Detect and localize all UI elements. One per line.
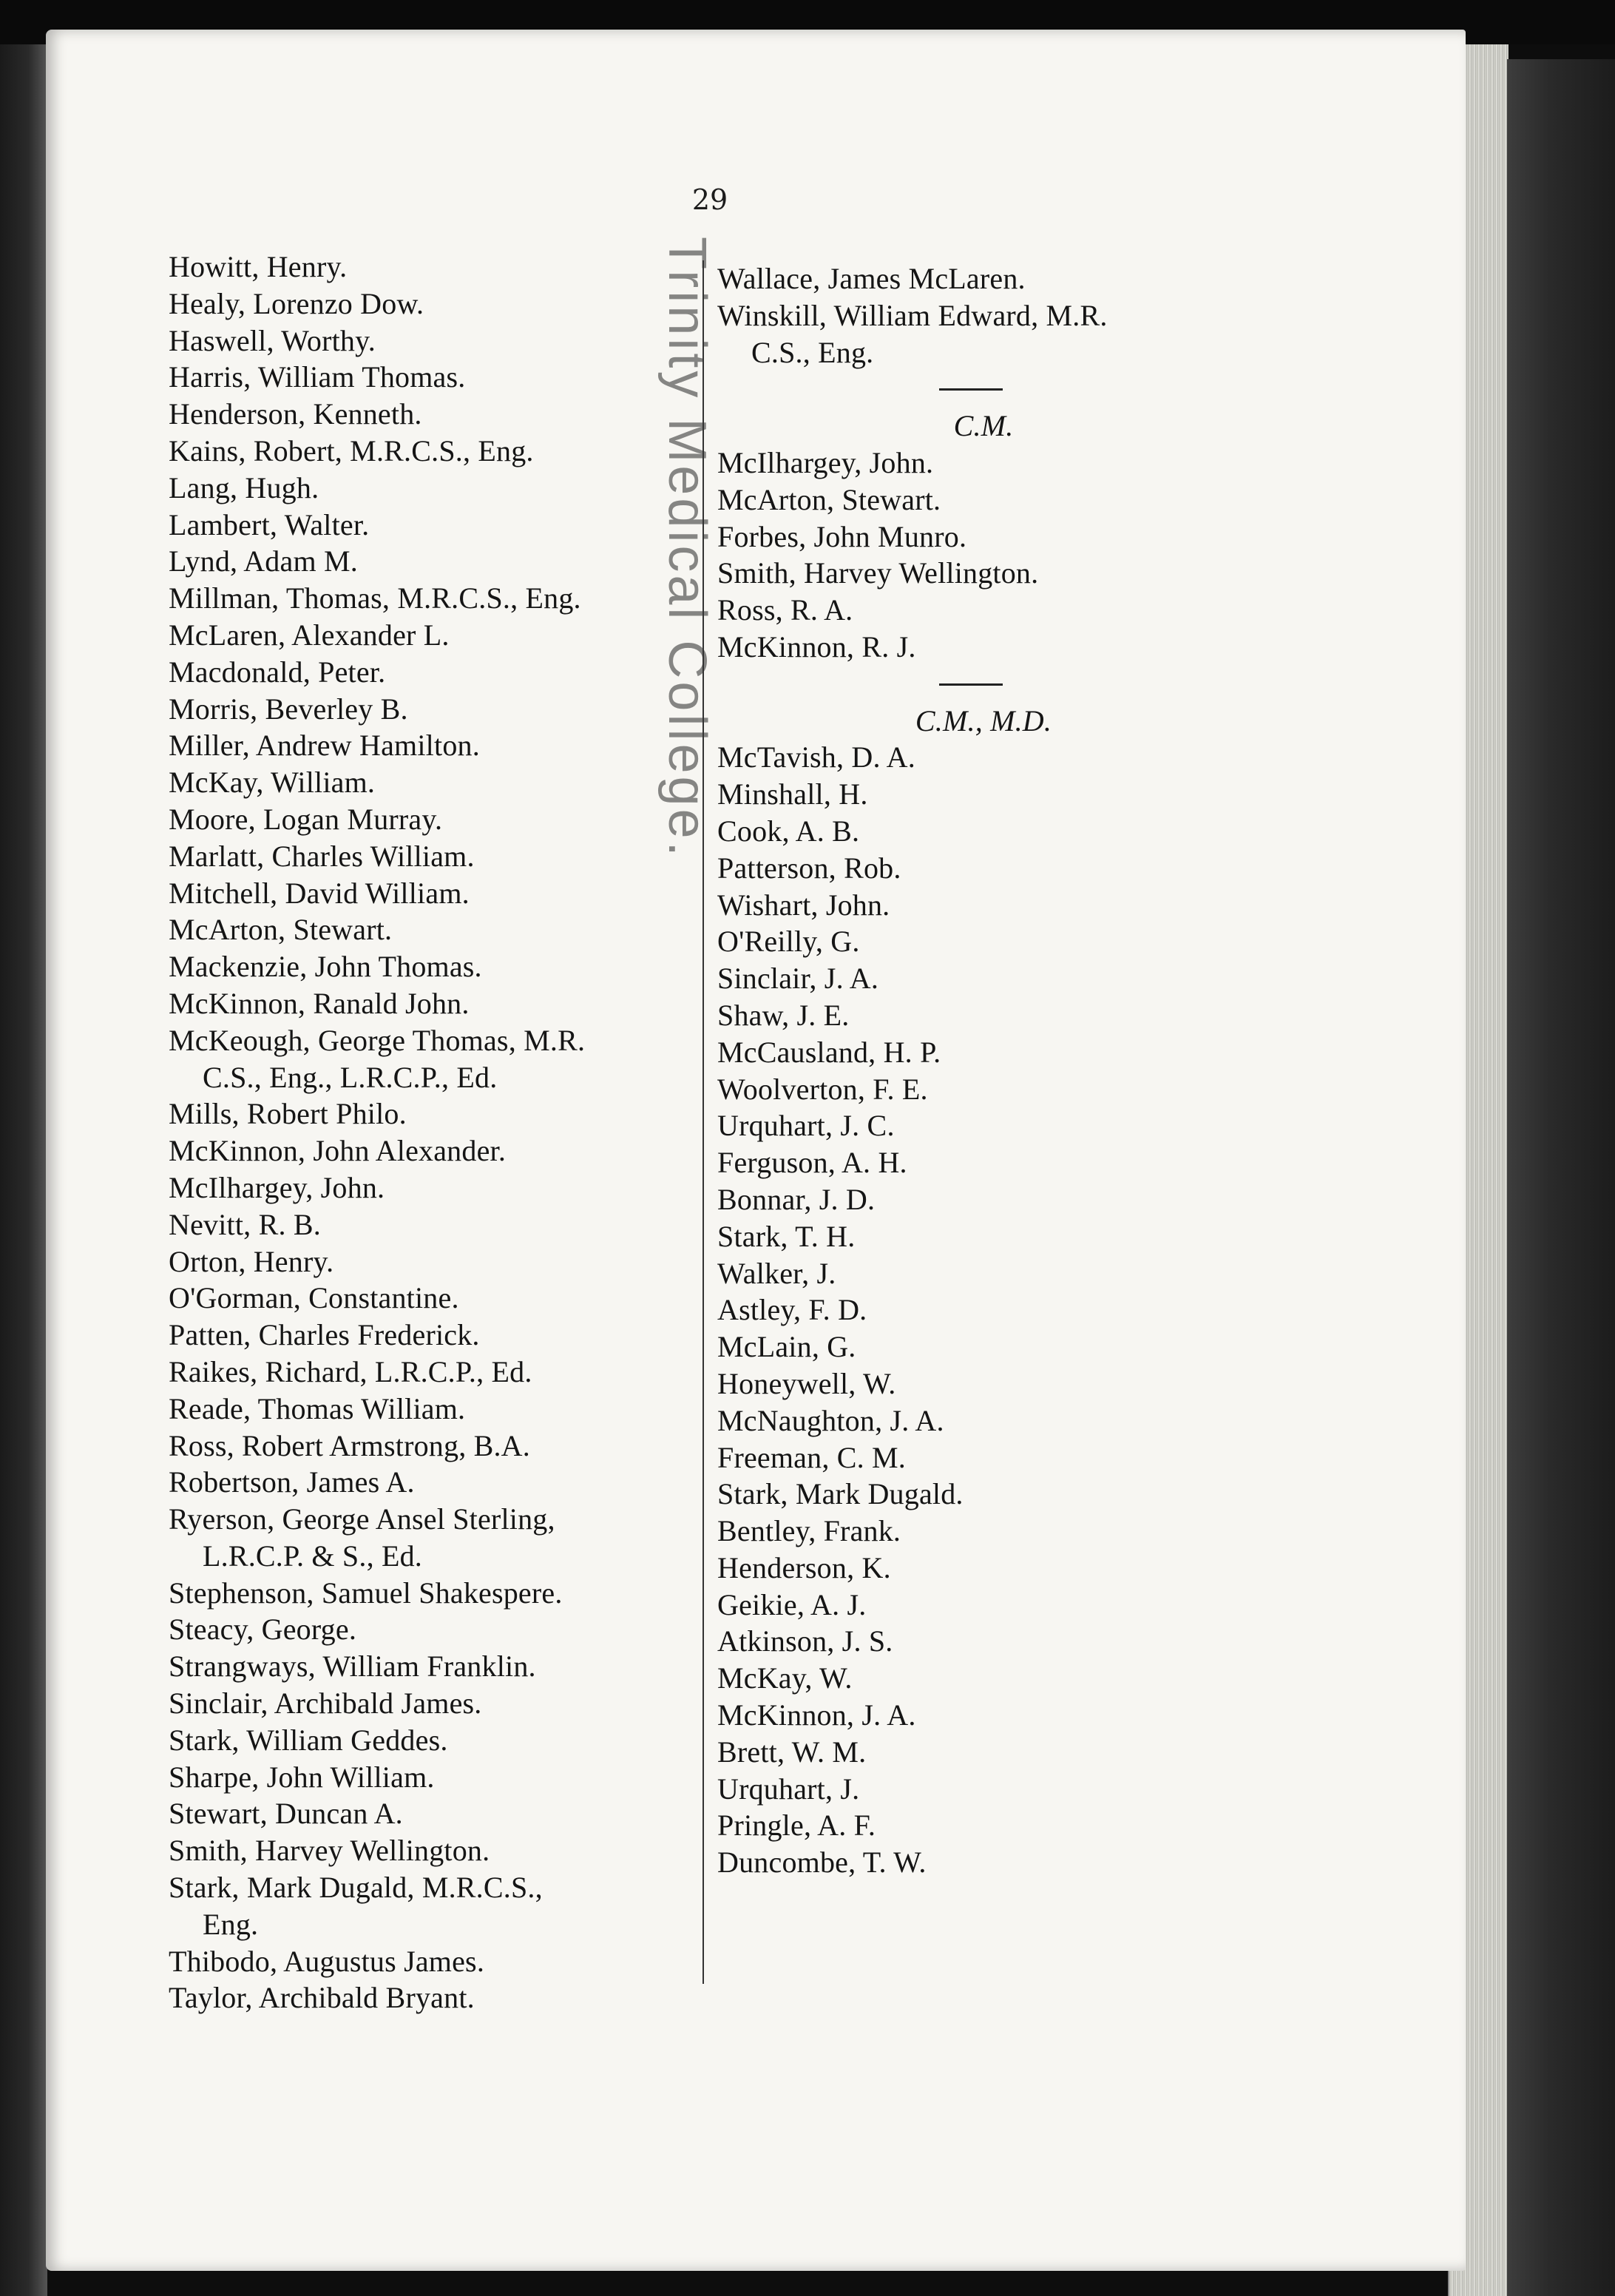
name-entry: Lambert, Walter. — [169, 507, 370, 541]
name-entry: Harris, William Thomas. — [169, 360, 466, 394]
name-entry: Moore, Logan Murray. — [169, 802, 443, 836]
stamp-text: Trinity Medical College. — [657, 237, 717, 860]
name-entry: Ross, R. A. — [717, 593, 853, 627]
name-entry: Henderson, K. — [717, 1550, 891, 1584]
name-entry: Healy, Lorenzo Dow. — [169, 286, 424, 320]
name-entry: Strangways, William Franklin. — [169, 1650, 536, 1684]
name-entry: Smith, Harvey Wellington. — [717, 556, 1039, 590]
name-entry: McKinnon, John Alexander. — [169, 1134, 507, 1168]
name-entry: Ferguson, A. H. — [717, 1146, 907, 1180]
name-entry: Freeman, C. M. — [717, 1440, 906, 1474]
name-entry: Minshall, H. — [717, 777, 868, 811]
name-entry: Macdonald, Peter. — [169, 655, 386, 689]
name-entry: O'Reilly, G. — [717, 925, 860, 959]
name-entry: Atkinson, J. S. — [717, 1624, 893, 1658]
name-entry: McLaren, Alexander L. — [169, 618, 450, 652]
name-entry: Ryerson, George Ansel Sterling, — [169, 1502, 555, 1536]
name-entry: McIlhargey, John. — [169, 1170, 385, 1204]
name-entry: Morris, Beverley B. — [169, 692, 408, 726]
name-entry: McKay, W. — [717, 1661, 853, 1695]
section-heading: C.M., M.D. — [915, 703, 1052, 737]
book-cover-edge — [1507, 59, 1615, 2296]
left-column — [169, 249, 686, 2016]
name-entry: Sharpe, John William. — [169, 1760, 435, 1794]
name-entry: Mitchell, David William. — [169, 876, 470, 910]
name-entry: Cook, A. B. — [717, 814, 860, 848]
name-entry: Lang, Hugh. — [169, 470, 319, 504]
name-entry: Mackenzie, John Thomas. — [169, 950, 482, 984]
name-entry: Bentley, Frank. — [717, 1514, 901, 1548]
name-entry: Raikes, Richard, L.R.C.P., Ed. — [169, 1354, 532, 1388]
name-entry: McKinnon, R. J. — [717, 629, 916, 664]
name-entry: Urquhart, J. — [717, 1772, 860, 1806]
name-entry: Haswell, Worthy. — [169, 323, 376, 357]
name-entry: Henderson, Kenneth. — [169, 397, 422, 431]
name-entry: Astley, F. D. — [717, 1293, 867, 1327]
entry-continuation: Eng. — [203, 1907, 259, 1941]
name-entry: Reade, Thomas William. — [169, 1391, 466, 1425]
book-gutter — [0, 0, 47, 2296]
name-entry: McIlhargey, John. — [717, 445, 934, 479]
name-entry: Robertson, James A. — [169, 1465, 415, 1499]
name-entry: Sinclair, J. A. — [717, 962, 879, 996]
name-entry: Marlatt, Charles William. — [169, 839, 475, 873]
rule-line — [939, 388, 1003, 391]
name-entry: Orton, Henry. — [169, 1244, 334, 1278]
name-entry: McKay, William. — [169, 766, 376, 800]
name-entry: McCausland, H. P. — [717, 1035, 941, 1069]
name-entry: Pringle, A. F. — [717, 1809, 876, 1843]
name-entry: O'Gorman, Constantine. — [169, 1281, 459, 1315]
name-entry: Forbes, John Munro. — [717, 519, 967, 553]
entry-continuation: C.S., Eng., L.R.C.P., Ed. — [203, 1060, 498, 1094]
name-entry: Duncombe, T. W. — [717, 1846, 927, 1880]
name-entry: Patten, Charles Frederick. — [169, 1318, 480, 1352]
name-entry: McArton, Stewart. — [169, 913, 393, 947]
name-entry: Winskill, William Edward, M.R. — [717, 298, 1108, 332]
name-entry: McKeough, George Thomas, M.R. — [169, 1023, 586, 1057]
name-entry: Stark, William Geddes. — [169, 1723, 448, 1757]
name-entry: Taylor, Archibald Bryant. — [169, 1981, 475, 2015]
column-divider — [702, 260, 704, 1984]
name-entry: McKinnon, J. A. — [717, 1698, 916, 1732]
name-entry: Howitt, Henry. — [169, 250, 348, 283]
name-entry: Stark, Mark Dugald, M.R.C.S., — [169, 1871, 543, 1905]
name-entry: Steacy, George. — [169, 1613, 357, 1647]
section-heading: C.M. — [953, 409, 1014, 443]
section-rule — [717, 371, 1250, 408]
section-rule — [717, 666, 1250, 703]
rule-line — [939, 683, 1003, 686]
name-entry: Brett, W. M. — [717, 1735, 867, 1769]
name-entry: Lynd, Adam M. — [169, 544, 358, 578]
name-entry: Geikie, A. J. — [717, 1587, 867, 1621]
right-column — [717, 260, 1250, 1881]
name-entry: McNaughton, J. A. — [717, 1403, 944, 1437]
name-entry: Miller, Andrew Hamilton. — [169, 729, 480, 763]
name-entry: Honeywell, W. — [717, 1366, 896, 1400]
name-entry: Nevitt, R. B. — [169, 1207, 321, 1241]
name-entry: Woolverton, F. E. — [717, 1072, 928, 1106]
name-entry: McArton, Stewart. — [717, 482, 941, 516]
name-entry: McTavish, D. A. — [717, 740, 915, 774]
name-entry: Smith, Harvey Wellington. — [169, 1834, 490, 1868]
entry-continuation: L.R.C.P. & S., Ed. — [203, 1539, 422, 1573]
name-entry: Walker, J. — [717, 1256, 836, 1290]
name-entry: Ross, Robert Armstrong, B.A. — [169, 1428, 530, 1462]
name-entry: Mills, Robert Philo. — [169, 1097, 407, 1131]
name-entry: McKinnon, Ranald John. — [169, 986, 470, 1020]
page-number: 29 — [691, 183, 728, 216]
name-entry: Stewart, Duncan A. — [169, 1797, 403, 1831]
name-entry: Wallace, James McLaren. — [717, 262, 1026, 295]
name-entry: Bonnar, J. D. — [717, 1182, 876, 1216]
entry-continuation: C.S., Eng. — [751, 335, 874, 369]
name-entry: Stephenson, Samuel Shakespere. — [169, 1576, 563, 1610]
name-entry: McLain, G. — [717, 1330, 856, 1364]
name-entry: Millman, Thomas, M.R.C.S., Eng. — [169, 581, 581, 615]
name-entry: Stark, Mark Dugald. — [717, 1477, 964, 1511]
name-entry: Sinclair, Archibald James. — [169, 1686, 482, 1721]
name-entry: Wishart, John. — [717, 888, 890, 922]
name-entry: Thibodo, Augustus James. — [169, 1944, 485, 1978]
name-entry: Stark, T. H. — [717, 1219, 856, 1253]
name-entry: Kains, Robert, M.R.C.S., Eng. — [169, 433, 534, 467]
name-entry: Patterson, Rob. — [717, 851, 901, 885]
name-entry: Shaw, J. E. — [717, 998, 850, 1032]
name-entry: Urquhart, J. C. — [717, 1109, 895, 1143]
